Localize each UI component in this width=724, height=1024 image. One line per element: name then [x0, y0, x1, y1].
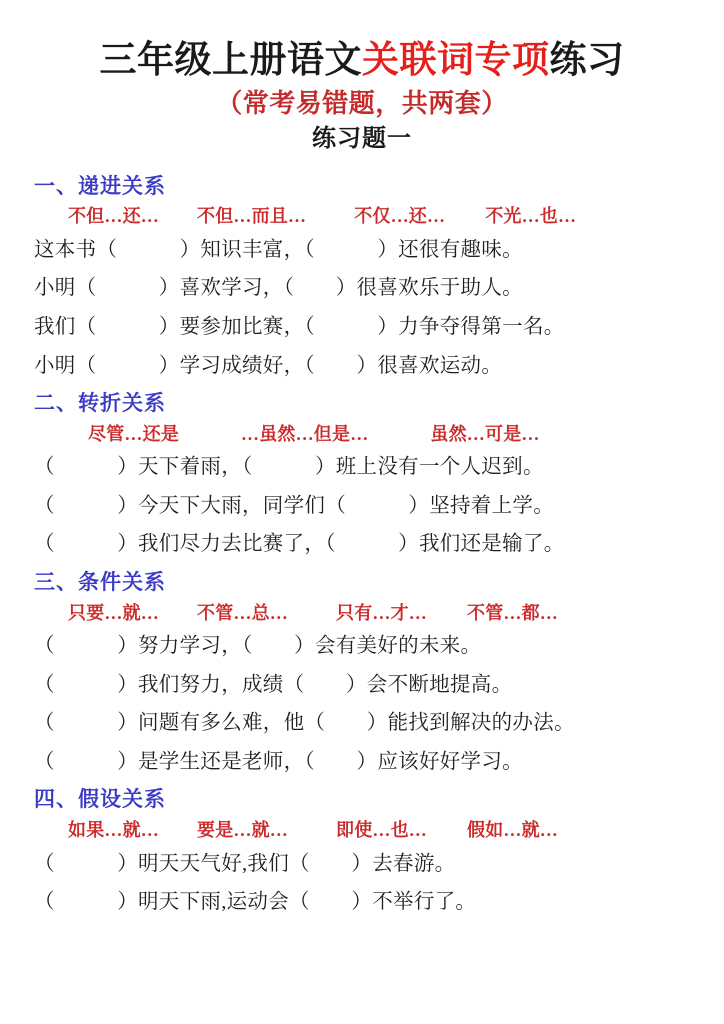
section-4-sentences [26, 845, 698, 922]
page-title [26, 38, 698, 83]
connective-item: 只要…就… [68, 602, 159, 623]
connective-item: 不管…都… [467, 602, 558, 623]
exercise-sentence: 这本书（ ）知识丰富，（ ）还很有趣味。 [34, 238, 523, 261]
section-1-sentences [26, 231, 698, 385]
exercise-sentence: （ ）问题有多么难，他（ ）能找到解决的办法。 [34, 712, 575, 735]
title-text-after: 练习 [549, 40, 625, 81]
exercise-sentence: （ ）我们尽力去比赛了，（ ）我们还是输了。 [34, 533, 565, 556]
section-1 [26, 170, 698, 385]
section-2 [26, 387, 698, 564]
section-2-connectives [26, 420, 698, 449]
connective-item: 不管…总… [197, 602, 288, 623]
exercise-sentence: 小明（ ）学习成绩好，（ ）很喜欢运动。 [34, 354, 503, 377]
connective-item: 假如…就… [467, 820, 558, 841]
exercise-sentence: 我们（ ）要参加比赛，（ ）力争夺得第一名。 [34, 316, 565, 339]
exercise-sentence: （ ）今天下大雨，同学们（ ）坚持着上学。 [34, 494, 554, 517]
connective-item: 如果…就… [68, 820, 159, 841]
title-text-before: 三年级上册语文 [99, 40, 362, 81]
exercise-sentence: 小明（ ）喜欢学习，（ ）很喜欢乐于助人。 [34, 277, 523, 300]
connective-item: 不仅…还… [354, 206, 446, 227]
section-1-connectives [26, 202, 698, 231]
exercise-sentence: （ ）明天天气好,我们（ ）去春游。 [34, 852, 456, 875]
exercise-sentence: （ ）努力学习，（ ）会有美好的未来。 [34, 635, 482, 658]
exercise-sentence: （ ）是学生还是老师，（ ）应该好好学习。 [34, 750, 523, 773]
section-2-sentences [26, 448, 698, 564]
connective-item: 即使…也… [336, 820, 427, 841]
title-text-highlight: 关联词专项 [362, 40, 550, 81]
section-3-heading: 三、条件关系 [34, 570, 166, 595]
connective-item: …虽然…但是… [241, 423, 369, 444]
page-subtitle: （常考易错题，共两套） [216, 89, 508, 119]
exercise-sentence: （ ）天下着雨，（ ）班上没有一个人迟到。 [34, 456, 544, 479]
title-block [26, 0, 698, 156]
connective-item: 不光…也… [485, 206, 577, 227]
exercise-sentence: （ ）明天下雨,运动会（ ）不举行了。 [34, 891, 477, 914]
practice-set-label: 练习题一 [312, 126, 412, 153]
sections-container [26, 170, 698, 922]
section-4 [26, 783, 698, 921]
section-3 [26, 566, 698, 781]
section-3-connectives [26, 599, 698, 628]
section-2-heading: 二、转折关系 [34, 391, 166, 416]
connective-item: 要是…就… [197, 820, 288, 841]
section-4-connectives [26, 816, 698, 845]
section-1-heading: 一、递进关系 [34, 173, 166, 198]
connective-item: 虽然…可是… [430, 423, 540, 444]
connective-item: 只有…才… [336, 602, 427, 623]
section-4-heading: 四、假设关系 [34, 787, 166, 812]
connective-item: 不但…还… [68, 206, 159, 227]
exercise-sentence: （ ）我们努力，成绩（ ）会不断地提高。 [34, 673, 513, 696]
connective-item: 尽管…还是 [88, 423, 179, 444]
section-3-sentences [26, 627, 698, 781]
connective-item: 不但…而且… [197, 206, 307, 227]
